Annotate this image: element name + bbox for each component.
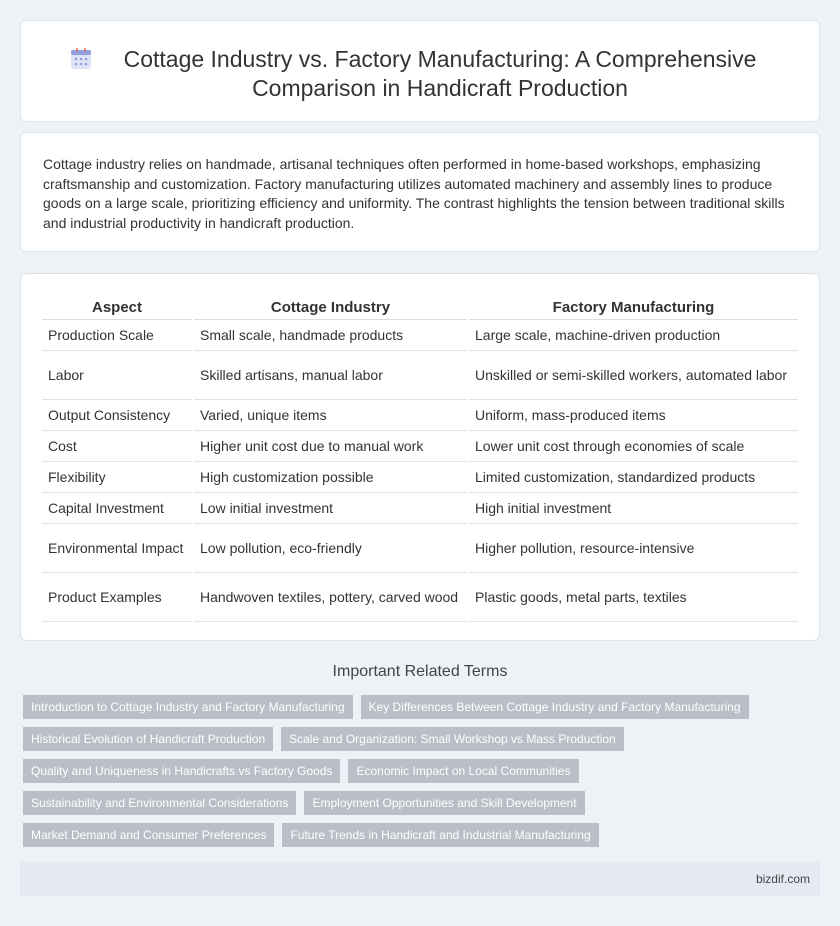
- table-cell: Handwoven textiles, pottery, carved wood: [193, 572, 468, 621]
- table-cell: Capital Investment: [42, 492, 193, 523]
- table-row: [42, 572, 798, 621]
- table-cell: Small scale, handmade products: [193, 319, 468, 350]
- table-cell: Output Consistency: [42, 399, 193, 430]
- related-term-tag[interactable]: Market Demand and Consumer Preferences: [23, 823, 274, 847]
- table-cell: Higher pollution, resource-intensive: [468, 523, 798, 572]
- related-term-tag[interactable]: Key Differences Between Cottage Industry and Factory Manufacturing: [361, 695, 749, 719]
- page-title: Cottage Industry vs. Factory Manufacturing: A Comprehensive Comparison in Handicraft Production: [123, 46, 757, 101]
- header-aspect: Aspect: [42, 296, 193, 319]
- related-terms-heading: Important Related Terms: [332, 663, 508, 680]
- table-cell: Production Scale: [42, 319, 193, 350]
- table-cell: Low pollution, eco-friendly: [193, 523, 468, 572]
- table-row: [42, 430, 798, 461]
- table-row: [42, 350, 798, 399]
- intro-paragraph: Cottage industry relies on handmade, artisanal techniques often performed in home-based workshops, emphasizing craftsmanship and customization. Factory manufacturing utilizes automated machinery and assembly lines to produce goods on a large scale, prioritizing efficiency and uniformity. The contrast highlights the tension between traditional skills and industrial productivity in handicraft production.: [43, 156, 785, 231]
- comparison-table: [42, 296, 798, 622]
- footer-brand-link[interactable]: bizdif.com: [755, 872, 810, 886]
- table-cell: Product Examples: [42, 572, 193, 621]
- table-row: [42, 319, 798, 350]
- table-cell: Higher unit cost due to manual work: [193, 430, 468, 461]
- intro-card: [20, 132, 820, 252]
- table-cell: Uniform, mass-produced items: [468, 399, 798, 430]
- table-cell: Skilled artisans, manual labor: [193, 350, 468, 399]
- table-cell: Flexibility: [42, 461, 193, 492]
- header-factory-manufacturing: Factory Manufacturing: [468, 296, 798, 319]
- table-cell: High customization possible: [193, 461, 468, 492]
- table-cell: Low initial investment: [193, 492, 468, 523]
- related-term-tag[interactable]: Scale and Organization: Small Workshop vs Mass Production: [281, 727, 624, 751]
- table-cell: Varied, unique items: [193, 399, 468, 430]
- related-term-tag[interactable]: Historical Evolution of Handicraft Production: [23, 727, 273, 751]
- related-term-tag[interactable]: Introduction to Cottage Industry and Factory Manufacturing: [23, 695, 353, 719]
- table-cell: Cost: [42, 430, 193, 461]
- related-term-tag[interactable]: Quality and Uniqueness in Handicrafts vs Factory Goods: [23, 759, 340, 783]
- table-cell: Labor: [42, 350, 193, 399]
- comparison-table-card: [20, 273, 820, 641]
- related-term-tag[interactable]: Sustainability and Environmental Considerations: [23, 791, 296, 815]
- related-term-tag[interactable]: Future Trends in Handicraft and Industrial Manufacturing: [282, 823, 598, 847]
- table-cell: High initial investment: [468, 492, 798, 523]
- table-row: [42, 523, 798, 572]
- table-cell: Limited customization, standardized products: [468, 461, 798, 492]
- related-terms-list: [23, 695, 813, 855]
- table-row: [42, 492, 798, 523]
- header-cottage-industry: Cottage Industry: [193, 296, 468, 319]
- table-row: [42, 461, 798, 492]
- related-term-tag[interactable]: Employment Opportunities and Skill Development: [304, 791, 584, 815]
- table-cell: Unskilled or semi-skilled workers, automated labor: [468, 350, 798, 399]
- related-term-tag[interactable]: Economic Impact on Local Communities: [348, 759, 578, 783]
- table-cell: Plastic goods, metal parts, textiles: [468, 572, 798, 621]
- footer: [20, 862, 820, 896]
- table-row: [42, 399, 798, 430]
- table-header-row: [42, 296, 798, 319]
- table-cell: Large scale, machine-driven production: [468, 319, 798, 350]
- table-cell: Lower unit cost through economies of scale: [468, 430, 798, 461]
- title-card: [20, 20, 820, 122]
- table-cell: Environmental Impact: [42, 523, 193, 572]
